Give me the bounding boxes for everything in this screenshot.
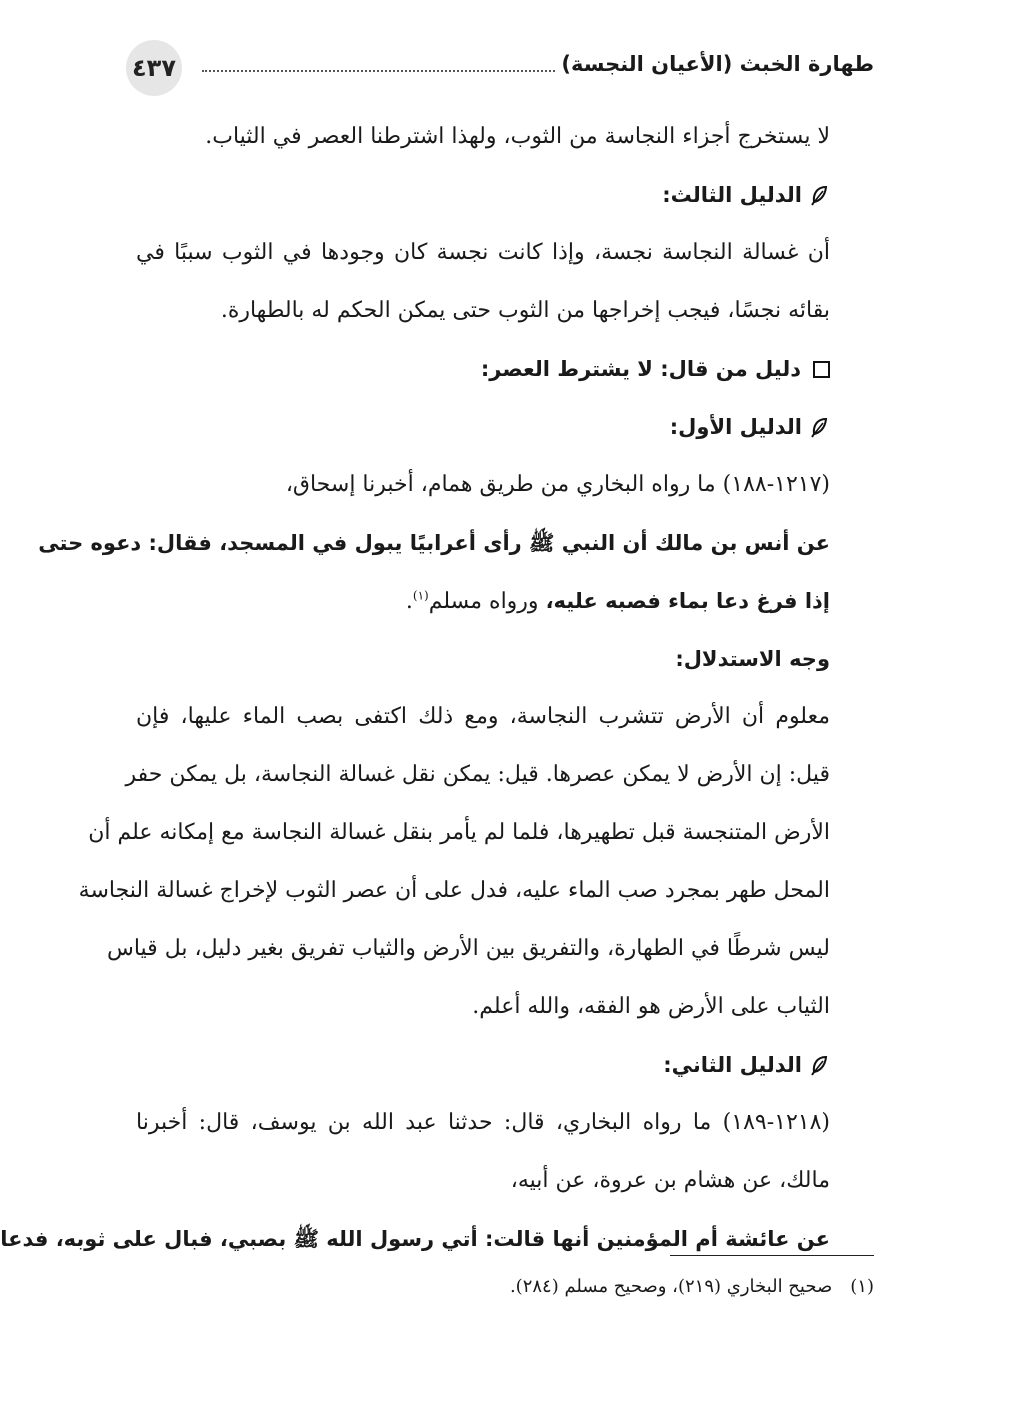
heading-text: الدليل الثالث: <box>662 183 802 207</box>
sentence-end: . <box>405 589 413 614</box>
text-line: الأرض المتنجسة قبل تطهيرها، فلما لم يأمر بنقل غسالة النجاسة مع إمكانه علم أن <box>88 820 830 845</box>
checkbox-square-icon <box>813 361 830 378</box>
text-line: معلوم أن الأرض تتشرب النجاسة، ومع ذلك اكتفى بصب الماء عليها، فإن <box>136 704 830 729</box>
text-line: مالك، عن هشام بن عروة، عن أبيه، <box>510 1168 830 1193</box>
page-number: ٤٣٧ <box>126 40 182 96</box>
section-heading: وجه الاستدلال: <box>675 647 830 671</box>
section-heading <box>136 166 830 224</box>
leaf-ornament-icon <box>810 416 830 438</box>
hadith-line: عن أنس بن مالك أن النبي ﷺ رأى أعرابيًا يبول في المسجد، فقال: دعوه حتى <box>38 531 830 555</box>
heading-text: الدليل الأول: <box>669 415 802 439</box>
hadith-text: إذا فرغ دعا بماء فصبه عليه، <box>545 589 830 613</box>
text-line: الثياب على الأرض هو الفقه، والله أعلم. <box>472 994 830 1019</box>
footnote-separator <box>670 1255 874 1256</box>
page-header <box>126 40 874 96</box>
text-line: بقائه نجسًا، فيجب إخراجها من الثوب حتى يمكن الحكم له بالطهارة. <box>220 298 830 323</box>
text-line: (١٢١٧-١٨٨) ما رواه البخاري من طريق همام، أخبرنا إسحاق، <box>285 472 830 497</box>
footnote-ref[interactable]: (١) <box>412 588 429 603</box>
subsection-heading <box>136 340 830 398</box>
text-line: ليس شرطًا في الطهارة، والتفريق بين الأرض والثياب تفريق بغير دليل، بل قياس <box>106 936 830 961</box>
section-heading <box>136 1036 830 1094</box>
hadith-line: عن عائشة أم المؤمنين أنها قالت: أتي رسول الله ﷺ بصبي، فبال على ثوبه، فدعا <box>0 1227 830 1251</box>
running-title: طهارة الخبث (الأعيان النجسة) <box>557 52 874 76</box>
footnote-text: صحيح البخاري (٢١٩)، وصحيح مسلم (٢٨٤). <box>509 1276 833 1297</box>
text-line: المحل طهر بمجرد صب الماء عليه، فدل على أن عصر الثوب لإخراج غسالة النجاسة <box>78 878 830 903</box>
main-text <box>0 108 830 1268</box>
text-line: لا يستخرج أجزاء النجاسة من الثوب، ولهذا اشترطنا العصر في الثياب. <box>205 124 830 149</box>
hadith-line <box>136 572 830 630</box>
heading-text: دليل من قال: لا يشترط العصر: <box>480 357 801 381</box>
heading-text: الدليل الثاني: <box>663 1053 802 1077</box>
text-line: (١٢١٨-١٨٩) ما رواه البخاري، قال: حدثنا عبد الله بن يوسف، قال: أخبرنا <box>136 1110 830 1135</box>
footnote <box>510 1276 874 1297</box>
footnote-number: (١) <box>850 1276 874 1297</box>
text-line: أن غسالة النجاسة نجسة، وإذا كانت نجسة كان وجودها في الثوب سببًا في <box>136 240 830 265</box>
section-heading <box>136 398 830 456</box>
leaf-ornament-icon <box>810 184 830 206</box>
narration-text: ورواه مسلم <box>428 589 546 614</box>
leaf-ornament-icon <box>810 1054 830 1076</box>
text-line: قيل: إن الأرض لا يمكن عصرها. قيل: يمكن نقل غسالة النجاسة، بل يمكن حفر <box>125 762 830 787</box>
